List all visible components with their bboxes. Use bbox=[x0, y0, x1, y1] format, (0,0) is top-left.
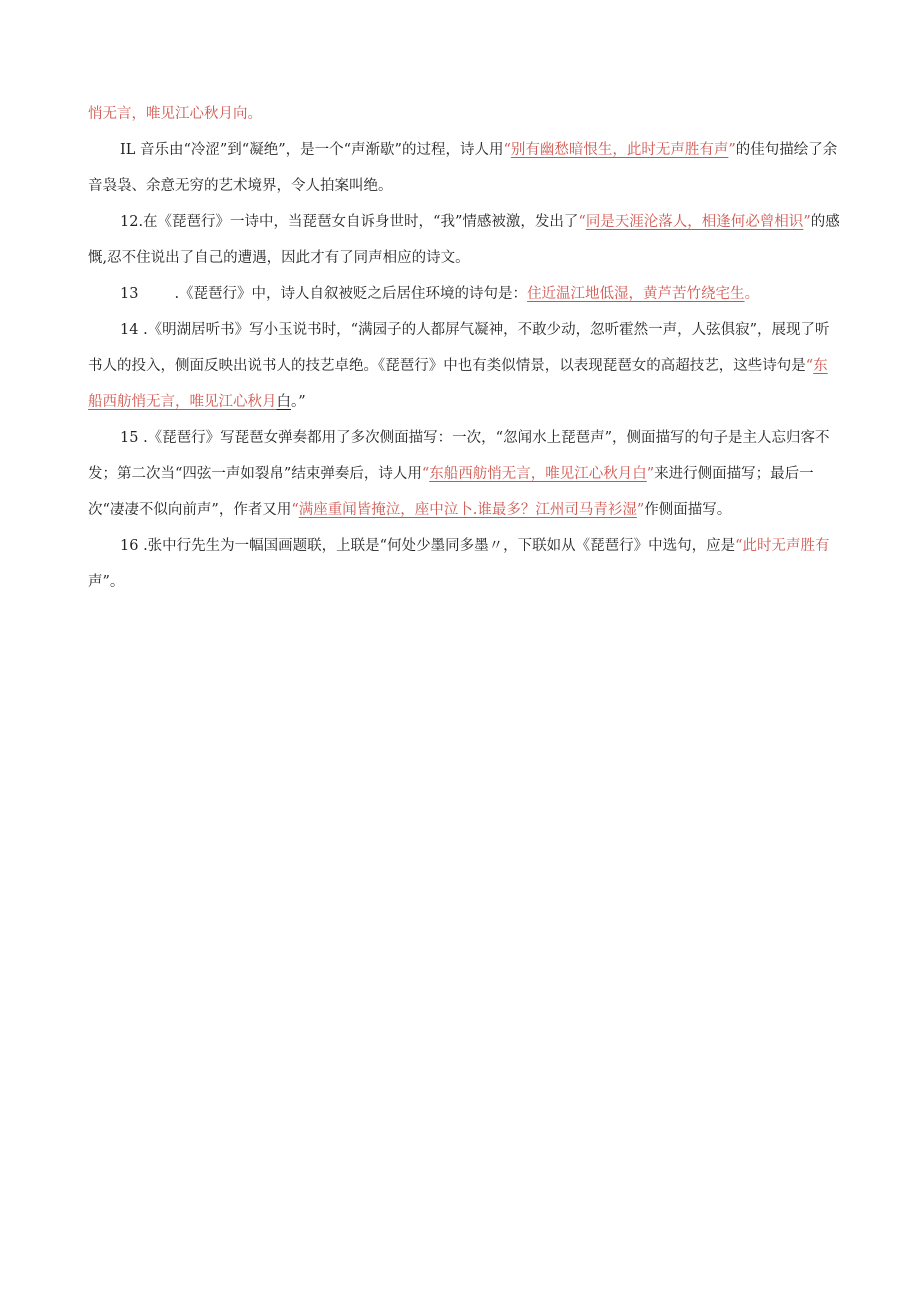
quote-close: ” bbox=[803, 214, 811, 230]
answer-text: 满座重闻皆掩泣，座中泣卜.谁最多？江州司马青衫湿 bbox=[298, 502, 637, 518]
question-text: 的感慨,忍不住说出了自己的遭遇，因此才有了同声相应的诗文。 bbox=[88, 214, 840, 266]
question-16 bbox=[88, 528, 840, 600]
quote-open: “ bbox=[805, 358, 814, 374]
question-11 bbox=[88, 132, 840, 204]
document-page bbox=[88, 96, 840, 600]
answer-text: 同是天涯沦落人，相逢何必曾相识 bbox=[585, 214, 804, 230]
quote-open: “ bbox=[291, 502, 299, 518]
quote-close: ” bbox=[728, 142, 736, 158]
answer-text: “此时无声胜有 bbox=[735, 538, 830, 554]
quote-close: ” bbox=[636, 502, 645, 518]
question-text: .在《琵琶行》一诗中，当琵琶女自诉身世时，“我”情感被激，发出了 bbox=[138, 214, 579, 230]
question-text: 的佳句描绘了余音袅袅、余意无穷的艺术境界，令人拍案叫绝。 bbox=[88, 142, 838, 194]
answer-text: 悄无言，唯见江心秋月向。 bbox=[88, 106, 262, 122]
answer-text: 住近温江地低湿，黄芦苦竹绕宅生 bbox=[527, 286, 745, 302]
question-14 bbox=[88, 312, 840, 420]
question-text: 来进行侧面描写；最后一次“凄凄不似向前声”，作者又用 bbox=[88, 466, 814, 518]
question-number: 13 bbox=[120, 286, 139, 302]
answer-text: 东船西舫悄无言，唯见江心秋月白 bbox=[429, 466, 647, 482]
question-text: .张中行先生为一幅国画题联，上联是“何处少墨同多墨 bbox=[143, 538, 489, 554]
question-number: 14 bbox=[120, 322, 139, 338]
question-text: 音乐由“冷涩”到“凝绝”，是一个“声渐歇”的过程，诗人用 bbox=[139, 142, 504, 158]
quote-open: “ bbox=[503, 142, 511, 158]
answer-last-char: 白 bbox=[276, 394, 291, 410]
quote-open: “ bbox=[578, 214, 586, 230]
question-text: .《琵琶行》写琵琶女弹奏都用了多次侧面描写：一次，“忽闻水上琵琶声”，侧面描写的句子是主人忘归客不发；第二次当“四弦一声如裂帛”结束弹奏后，诗人用 bbox=[88, 430, 830, 482]
question-text: 〃，下联如从《琵琶行》中选句，应是 bbox=[488, 538, 736, 554]
question-text: 作侧面描写。 bbox=[644, 502, 732, 518]
question-number: 15 bbox=[120, 430, 139, 446]
question-number: 16 bbox=[120, 538, 139, 554]
quote-close: ” bbox=[646, 466, 655, 482]
paragraph-0 bbox=[88, 96, 840, 132]
question-number: 12 bbox=[120, 214, 139, 230]
answer-text: 东船西舫悄无言，唯见江心秋月 bbox=[88, 358, 828, 410]
answer-end: 。 bbox=[744, 286, 760, 302]
quote-open: “ bbox=[421, 466, 430, 482]
question-text: .《琵琶行》中，诗人自叙被贬之后居住环境的诗句是： bbox=[174, 286, 528, 302]
answer-end: 声”。 bbox=[88, 574, 125, 590]
answer-text: 别有幽愁暗恨生，此时无声胜有声 bbox=[510, 142, 729, 158]
question-13 bbox=[88, 276, 840, 312]
question-15 bbox=[88, 420, 840, 528]
question-text: .《明湖居听书》写小玉说书时，“满园子的人都屏气凝神，不敢少动，忽听霍然一声，人弦俱寂”，展现了听书人的投入，侧面反映出说书人的技艺卓绝。《琵琶行》中也有类似情景，以表现琵琶女的高超技艺，这些诗句是 bbox=[88, 322, 830, 374]
question-number: IL bbox=[120, 142, 136, 158]
question-12 bbox=[88, 204, 840, 276]
answer-end: 。” bbox=[291, 394, 306, 410]
